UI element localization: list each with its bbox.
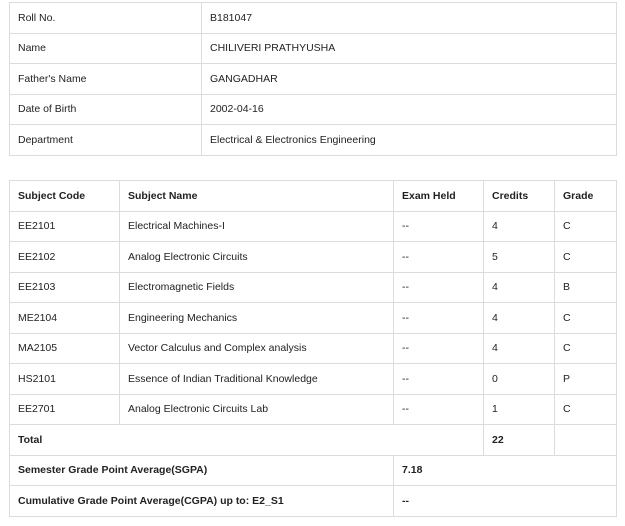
subject-name: Engineering Mechanics — [120, 303, 394, 334]
grade: P — [555, 364, 617, 395]
grade: C — [555, 211, 617, 242]
subject-name: Essence of Indian Traditional Knowledge — [120, 364, 394, 395]
header-subject-name: Subject Name — [120, 181, 394, 212]
father-name-value: GANGADHAR — [202, 64, 617, 95]
header-grade: Grade — [555, 181, 617, 212]
subject-code: HS2101 — [10, 364, 120, 395]
subject-code: MA2105 — [10, 333, 120, 364]
subject-name: Analog Electronic Circuits Lab — [120, 394, 394, 425]
credits: 4 — [484, 333, 555, 364]
table-row — [10, 303, 617, 334]
table-row — [10, 333, 617, 364]
header-credits: Credits — [484, 181, 555, 212]
sgpa-value: 7.18 — [394, 455, 617, 486]
table-row — [10, 272, 617, 303]
department-value: Electrical & Electronics Engineering — [202, 125, 617, 156]
roll-value: B181047 — [202, 3, 617, 34]
subject-name: Analog Electronic Circuits — [120, 242, 394, 273]
credits: 4 — [484, 211, 555, 242]
table-row — [10, 364, 617, 395]
subject-code: EE2101 — [10, 211, 120, 242]
exam-held: -- — [394, 303, 484, 334]
dob-value: 2002-04-16 — [202, 94, 617, 125]
grade: B — [555, 272, 617, 303]
grade: C — [555, 242, 617, 273]
sgpa-label: Semester Grade Point Average(SGPA) — [10, 455, 394, 486]
table-row — [10, 211, 617, 242]
info-row-department — [10, 125, 617, 156]
exam-held: -- — [394, 272, 484, 303]
total-credits: 22 — [484, 425, 555, 456]
info-row-roll — [10, 3, 617, 34]
header-exam-held: Exam Held — [394, 181, 484, 212]
father-name-label: Father's Name — [10, 64, 202, 95]
student-info-table — [9, 2, 617, 156]
credits: 5 — [484, 242, 555, 273]
cgpa-value: -- — [394, 486, 617, 517]
subject-name: Electrical Machines-I — [120, 211, 394, 242]
name-label: Name — [10, 33, 202, 64]
total-grade-empty — [555, 425, 617, 456]
exam-held: -- — [394, 211, 484, 242]
cgpa-row — [10, 486, 617, 517]
subject-name: Vector Calculus and Complex analysis — [120, 333, 394, 364]
cgpa-label: Cumulative Grade Point Average(CGPA) up to: E2_S1 — [10, 486, 394, 517]
subject-code: EE2102 — [10, 242, 120, 273]
total-row — [10, 425, 617, 456]
table-row — [10, 394, 617, 425]
table-row — [10, 242, 617, 273]
exam-held: -- — [394, 333, 484, 364]
grades-header-row — [10, 181, 617, 212]
subject-code: ME2104 — [10, 303, 120, 334]
exam-held: -- — [394, 364, 484, 395]
subject-name: Electromagnetic Fields — [120, 272, 394, 303]
header-subject-code: Subject Code — [10, 181, 120, 212]
dob-label: Date of Birth — [10, 94, 202, 125]
grade: C — [555, 394, 617, 425]
subject-code: EE2701 — [10, 394, 120, 425]
info-row-dob — [10, 94, 617, 125]
exam-held: -- — [394, 242, 484, 273]
credits: 4 — [484, 303, 555, 334]
info-row-name — [10, 33, 617, 64]
name-value: CHILIVERI PRATHYUSHA — [202, 33, 617, 64]
info-row-father — [10, 64, 617, 95]
grade: C — [555, 333, 617, 364]
faint-watermark — [285, 157, 375, 179]
grade: C — [555, 303, 617, 334]
sgpa-row — [10, 455, 617, 486]
credits: 0 — [484, 364, 555, 395]
total-label: Total — [10, 425, 484, 456]
roll-label: Roll No. — [10, 3, 202, 34]
grades-table — [9, 180, 617, 517]
credits: 1 — [484, 394, 555, 425]
subject-code: EE2103 — [10, 272, 120, 303]
department-label: Department — [10, 125, 202, 156]
credits: 4 — [484, 272, 555, 303]
exam-held: -- — [394, 394, 484, 425]
